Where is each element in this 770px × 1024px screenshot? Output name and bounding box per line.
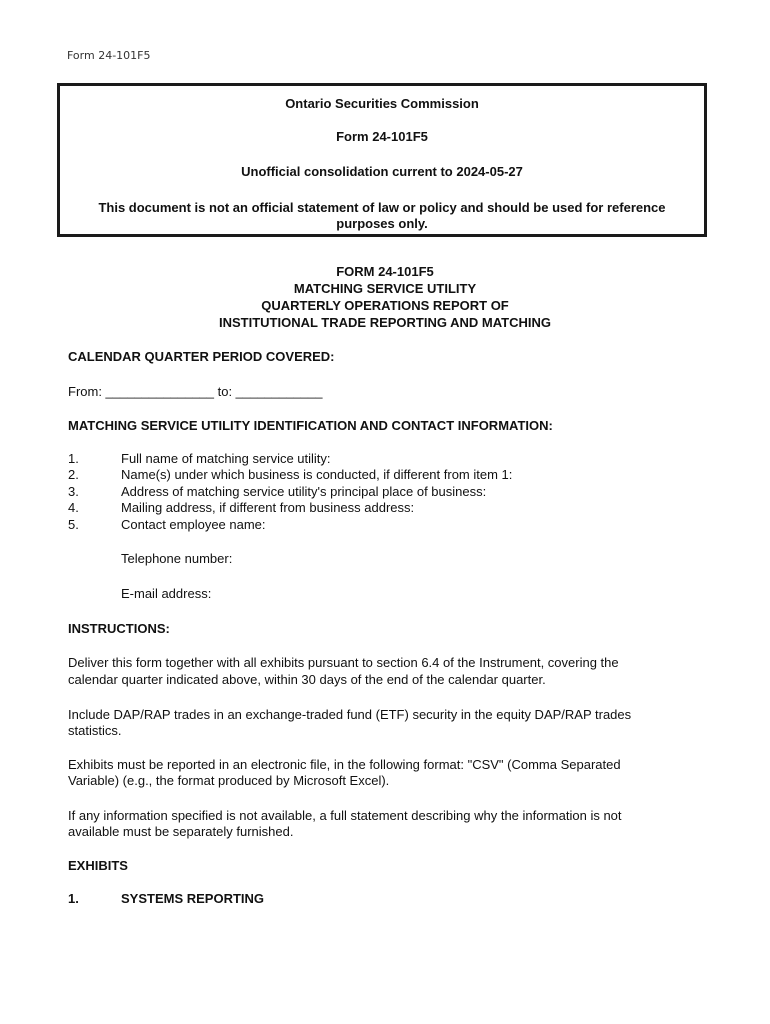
- instructions-p3-line1: Exhibits must be reported in an electronic file, in the following format: "CSV" (Comma Separated: [68, 757, 621, 772]
- title-line-3: QUARTERLY OPERATIONS REPORT OF: [261, 298, 509, 313]
- notice-commission: Ontario Securities Commission: [285, 96, 479, 111]
- instructions-p3-line2: Variable) (e.g., the format produced by Microsoft Excel).: [68, 773, 390, 788]
- item-contact-name: Contact employee name:: [121, 517, 266, 532]
- instructions-p1-line2: calendar quarter indicated above, within 30 days of the end of the calendar quarter.: [68, 672, 546, 687]
- email-label: E-mail address:: [121, 586, 212, 601]
- instructions-p1-line1: Deliver this form together with all exhibits pursuant to section 6.4 of the Instrument, covering the: [68, 655, 619, 670]
- item-number: 4.: [68, 500, 79, 515]
- title-line-1: FORM 24-101F5: [336, 264, 434, 279]
- instructions-p4-line1: If any information specified is not available, a full statement describing why the information is not: [68, 808, 622, 823]
- item-principal-address: Address of matching service utility's principal place of business:: [121, 484, 487, 499]
- identification-heading: MATCHING SERVICE UTILITY IDENTIFICATION AND CONTACT INFORMATION:: [68, 418, 553, 433]
- instructions-p4-line2: available must be separately furnished.: [68, 824, 294, 839]
- form-number-header: Form 24-101F5: [67, 49, 151, 62]
- notice-box: [57, 83, 707, 237]
- instructions-p2-line1: Include DAP/RAP trades in an exchange-traded fund (ETF) security in the equity DAP/RAP trades: [68, 707, 632, 722]
- notice-disclaimer-line1: This document is not an official statement of law or policy and should be used for reference: [98, 200, 666, 215]
- item-number: 5.: [68, 517, 79, 532]
- period-from-to: From: _______________ to: ____________: [68, 384, 323, 399]
- exhibit-systems-reporting: SYSTEMS REPORTING: [121, 891, 265, 906]
- item-mailing-address: Mailing address, if different from business address:: [121, 500, 415, 515]
- item-number: 2.: [68, 467, 79, 482]
- item-number: 3.: [68, 484, 79, 499]
- telephone-label: Telephone number:: [121, 551, 233, 566]
- instructions-heading: INSTRUCTIONS:: [68, 621, 170, 636]
- notice-consolidation-date: Unofficial consolidation current to 2024-05-27: [241, 164, 523, 179]
- period-heading: CALENDAR QUARTER PERIOD COVERED:: [68, 349, 335, 364]
- title-line-2: MATCHING SERVICE UTILITY: [293, 281, 477, 296]
- item-full-name: Full name of matching service utility:: [121, 451, 331, 466]
- item-number: 1.: [68, 451, 79, 466]
- exhibit-number: 1.: [68, 891, 79, 906]
- instructions-p2-line2: statistics.: [68, 723, 122, 738]
- item-business-names: Name(s) under which business is conducted, if different from item 1:: [121, 467, 513, 482]
- title-line-4: INSTITUTIONAL TRADE REPORTING AND MATCHING: [219, 315, 551, 330]
- notice-form-number: Form 24-101F5: [336, 129, 428, 144]
- notice-disclaimer-line2: purposes only.: [336, 216, 428, 231]
- exhibits-heading: EXHIBITS: [68, 858, 128, 873]
